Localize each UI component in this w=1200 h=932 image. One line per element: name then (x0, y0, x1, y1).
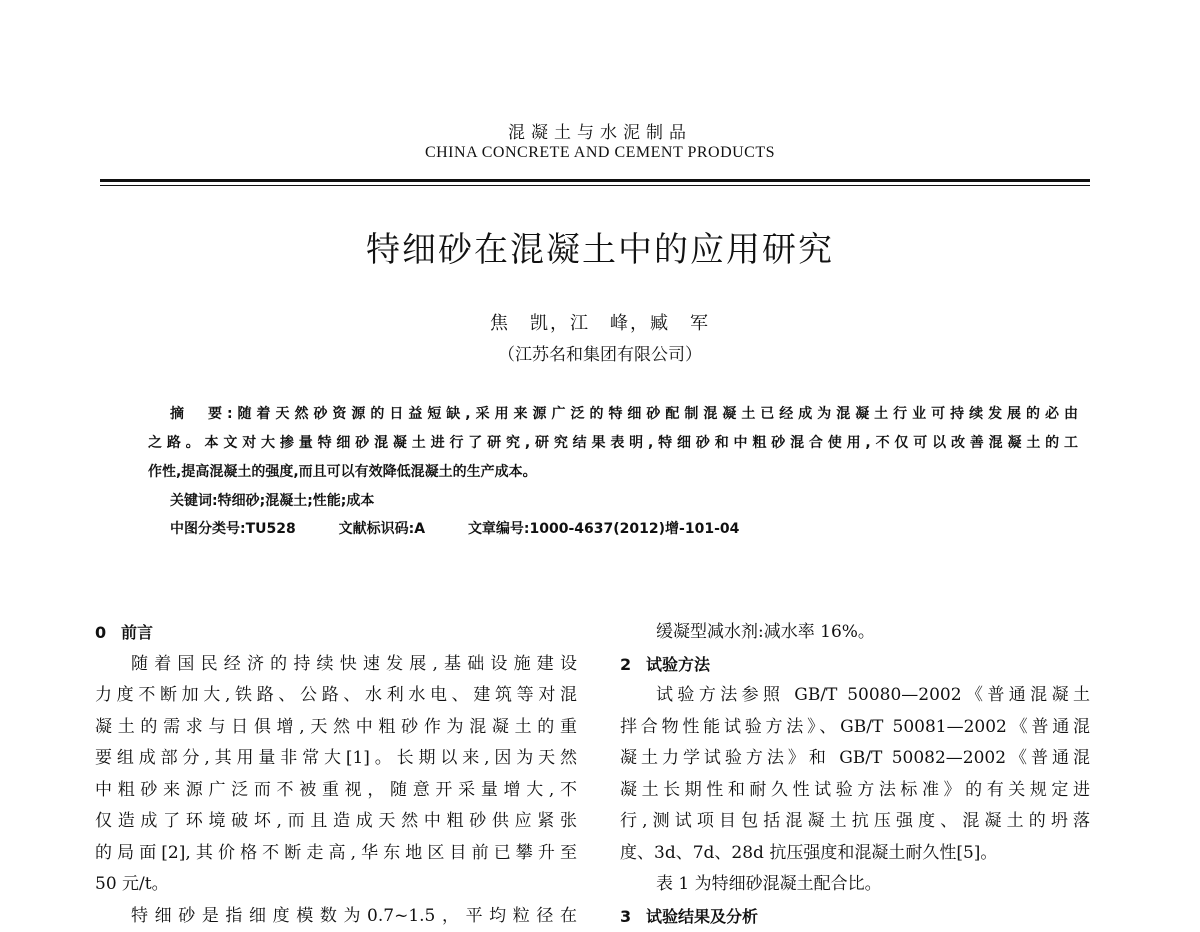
classification-row (170, 518, 777, 538)
body-line: 力度不断加大,铁路、公路、水利水电、建筑等对混 (95, 680, 577, 712)
section-heading-0 (95, 617, 577, 649)
header-rule-thin (100, 185, 1090, 186)
body-line: 的局面[2],其价格不断走高,华东地区目前已攀升至 (95, 838, 577, 870)
body-line: 中粗砂来源广泛而不被重视，随意开采量增大,不 (95, 775, 577, 807)
section-title: 前言 (121, 623, 153, 642)
header-rule-thick (100, 179, 1090, 182)
body-line: 特细砂是指细度模数为0.7~1.5，平均粒径在 (95, 901, 577, 932)
body-line: 凝土力学试验方法》和 GB/T 50082—2002《普通混 (620, 743, 1090, 775)
abstract-line: 作性,提高混凝土的强度,而且可以有效降低混凝土的生产成本。 (148, 461, 1078, 481)
abstract-line: 摘 要:随着天然砂资源的日益短缺,采用来源广泛的特细砂配制混凝土已经成为混凝土行业可持续发展的必由 (170, 403, 1078, 423)
body-line: 随着国民经济的持续快速发展,基础设施建设 (95, 649, 577, 681)
left-column (95, 617, 577, 932)
body-line: 50 元/t。 (95, 869, 577, 901)
section-number: 3 (620, 901, 646, 932)
body-line: 仅造成了环境破坏,而且造成天然中粗砂供应紧张 (95, 806, 577, 838)
body-line: 度、3d、7d、28d 抗压强度和混凝土耐久性[5]。 (620, 838, 1090, 870)
paper-title: 特细砂在混凝土中的应用研究 (0, 222, 1200, 271)
abstract-line: 之路。本文对大掺量特细砂混凝土进行了研究,研究结果表明,特细砂和中粗砂混合使用,不仅可以改善混凝土的工 (148, 432, 1078, 452)
keywords: 关键词:特细砂;混凝土;性能;成本 (170, 490, 374, 510)
body-line: 缓凝型减水剂:减水率 16%。 (620, 617, 1090, 649)
article-number: 文章编号:1000-4637(2012)增-101-04 (468, 521, 739, 537)
body-line: 凝土长期性和耐久性试验方法标准》的有关规定进 (620, 775, 1090, 807)
body-line: 表 1 为特细砂混凝土配合比。 (620, 869, 1090, 901)
body-line: 要组成部分,其用量非常大[1]。长期以来,因为天然 (95, 743, 577, 775)
section-number: 0 (95, 617, 121, 649)
right-column (620, 617, 1090, 932)
document-code: 文献标识码:A (339, 521, 425, 537)
body-line: 行,测试项目包括混凝土抗压强度、混凝土的坍落 (620, 806, 1090, 838)
authors: 焦 凯，江 峰，臧 军 (0, 309, 1200, 335)
affiliation: （江苏名和集团有限公司） (0, 340, 1200, 365)
section-number: 2 (620, 649, 646, 681)
body-line: 拌合物性能试验方法》、GB/T 50081—2002《普通混 (620, 712, 1090, 744)
body-line: 试验方法参照 GB/T 50080—2002《普通混凝土 (620, 680, 1090, 712)
journal-name-en: CHINA CONCRETE AND CEMENT PRODUCTS (0, 144, 1200, 162)
journal-name-cn: 混凝土与水泥制品 (0, 118, 1200, 143)
section-heading-2 (620, 649, 1090, 681)
clc-number: 中图分类号:TU528 (170, 521, 296, 537)
body-line: 凝土的需求与日俱增,天然中粗砂作为混凝土的重 (95, 712, 577, 744)
section-title: 试验方法 (646, 655, 710, 674)
section-heading-3 (620, 901, 1090, 932)
section-title: 试验结果及分析 (646, 907, 758, 926)
